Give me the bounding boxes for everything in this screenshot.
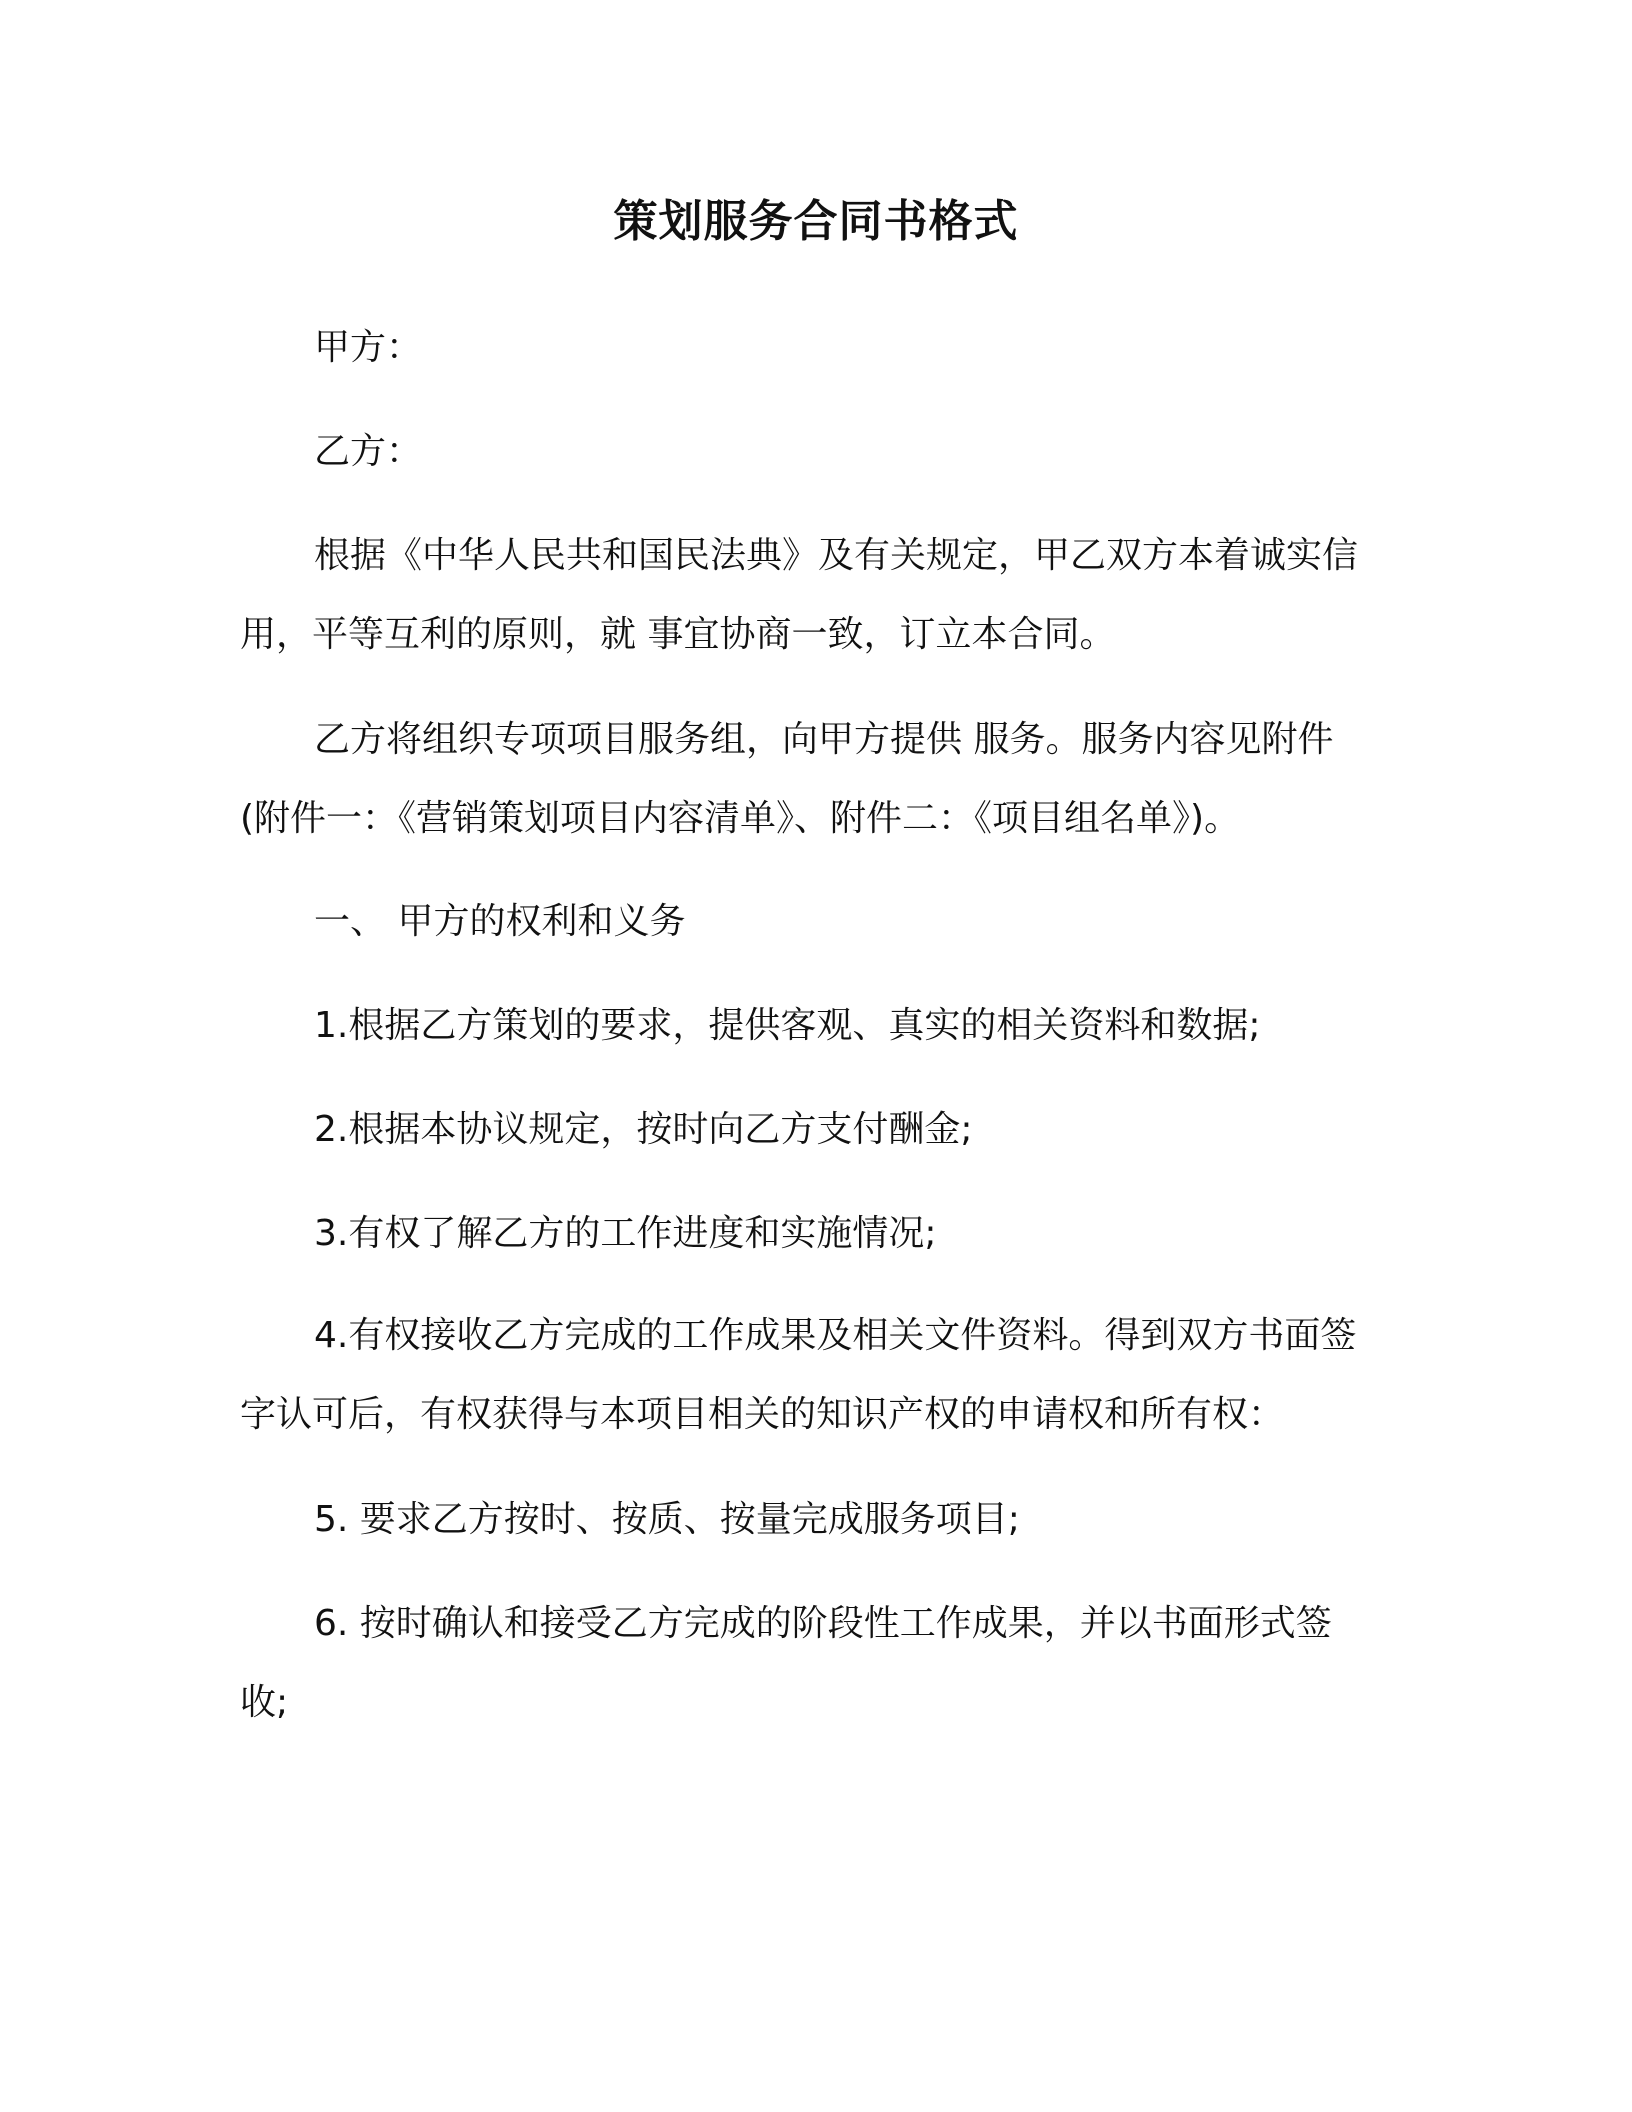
party-b-line: 乙方：: [314, 431, 423, 472]
clause-item: 4.有权接收乙方完成的工作成果及相关文件资料。得到双方书面签字认可后，有权获得与本项目相关的知识产权的申请权和所有权：: [240, 1315, 1357, 1435]
clause-item: 1.根据乙方策划的要求，提供客观、真实的相关资料和数据;: [314, 1005, 1261, 1046]
document-title: 策划服务合同书格式: [613, 196, 1019, 247]
intro-paragraph: 根据《中华人民共和国民法典》及有关规定，甲乙双方本着诚实信用，平等互利的原则，就 事宜协商一致，订立本合同。: [240, 535, 1359, 655]
clause-item: 5. 要求乙方按时、按质、按量完成服务项目;: [314, 1499, 1020, 1540]
service-paragraph: 乙方将组织专项项目服务组，向甲方提供 服务。服务内容见附件(附件一：《营销策划项目内容清单》、附件二：《项目组名单》)。: [240, 719, 1334, 839]
clause-item: 6. 按时确认和接受乙方完成的阶段性工作成果，并以书面形式签收;: [240, 1603, 1332, 1723]
section-heading: 一、 甲方的权利和义务: [314, 901, 686, 942]
clause-item: 2.根据本协议规定，按时向乙方支付酬金;: [314, 1109, 973, 1150]
party-a-line: 甲方：: [314, 327, 423, 368]
clause-item: 3.有权了解乙方的工作进度和实施情况;: [314, 1213, 937, 1254]
